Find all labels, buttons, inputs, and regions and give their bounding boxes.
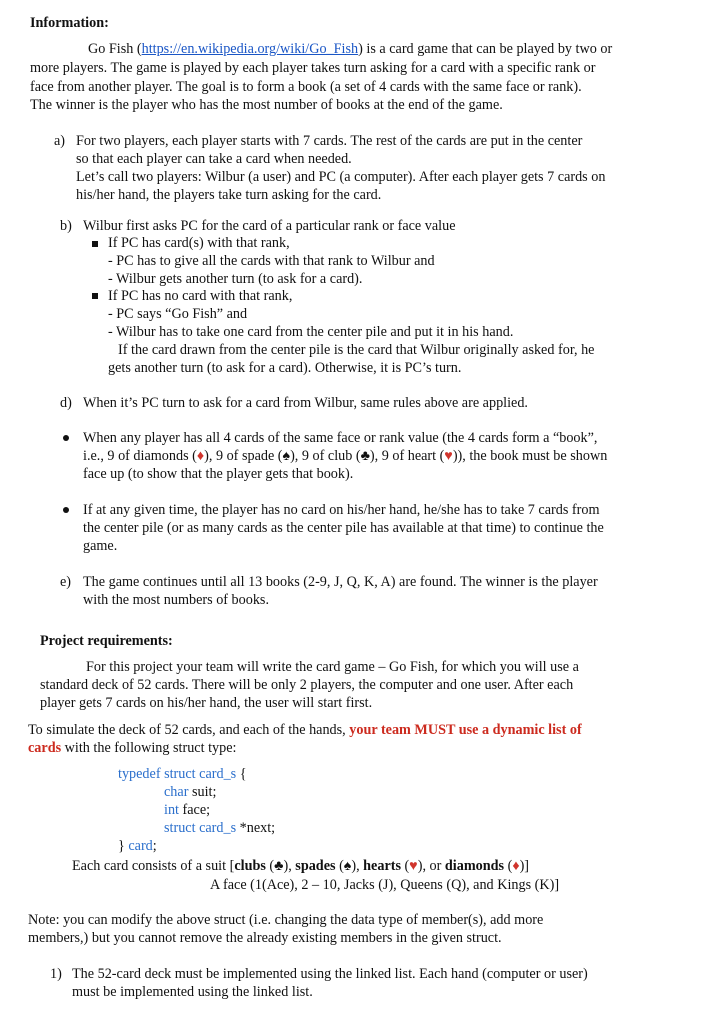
project-requirements-heading: Project requirements:: [40, 633, 173, 649]
item-d-line: When it’s PC turn to ask for a card from Wilbur, same rules above are applied.: [83, 395, 528, 411]
project-line-2: standard deck of 52 cards. There will be only 2 players, the computer and one user. After each: [40, 677, 574, 693]
item-b-bullet-1: If PC has card(s) with that rank,: [108, 235, 290, 251]
item-b-bullet-2-sub-2: - Wilbur has to take one card from the center pile and put it in his hand.: [108, 324, 514, 340]
diamond-icon: ♦: [512, 858, 520, 874]
card-description-line-1: Each card consists of a suit [clubs (♣), spades (♠), hearts (♥), or diamonds (♦)]: [72, 858, 530, 874]
item-a-line-1: For two players, each player starts with 7 cards. The rest of the cards are put in the center: [76, 133, 583, 149]
item-b-bullet-2-sub-3: If the card drawn from the center pile is the card that Wilbur originally asked for, he: [118, 342, 595, 358]
information-heading: Information:: [30, 15, 109, 31]
project-line-3: player gets 7 cards on his/her hand, the user will start first.: [40, 695, 373, 711]
note-line-1: Note: you can modify the above struct (i.e. changing the data type of member(s), add more: [28, 912, 544, 928]
club-icon: ♣: [274, 858, 284, 874]
club-icon: ♣: [360, 448, 370, 464]
empty-hand-line-3: game.: [83, 538, 118, 554]
item-a-label: a): [54, 133, 66, 149]
square-bullet-icon: [92, 241, 98, 247]
card-description-line-2: A face (1(Ace), 2 – 10, Jacks (J), Queens (Q), and Kings (K)]: [210, 877, 560, 893]
item-e-line-2: with the most numbers of books.: [83, 592, 270, 608]
item-b-line-1: Wilbur first asks PC for the card of a particular rank or face value: [83, 218, 456, 234]
item-b-bullet-2-sub-4: gets another turn (to ask for a card). Otherwise, it is PC’s turn.: [108, 360, 462, 376]
requirement-1-label: 1): [50, 966, 62, 982]
spade-icon: ♠: [343, 858, 352, 874]
simulate-line-2: cards with the following struct type:: [28, 740, 237, 756]
item-d-label: d): [60, 395, 72, 411]
requirement-1-line-1: The 52-card deck must be implemented using the linked list. Each hand (computer or user): [72, 966, 588, 982]
round-bullet-icon: [63, 507, 69, 513]
item-e-label: e): [60, 574, 72, 590]
item-a-line-3: Let’s call two players: Wilbur (a user) and PC (a computer). After each player gets 7 cards on: [76, 169, 606, 185]
simulate-line-1: To simulate the deck of 52 cards, and each of the hands, your team MUST use a dynamic list of: [28, 722, 582, 738]
code-line-1: typedef struct card_s {: [118, 766, 247, 782]
item-b-bullet-1-sub-2: - Wilbur gets another turn (to ask for a card).: [108, 271, 363, 287]
book-rule-line-1: When any player has all 4 cards of the same face or rank value (the 4 cards form a “book”,: [83, 430, 598, 446]
item-b-bullet-2: If PC has no card with that rank,: [108, 288, 293, 304]
intro-line-2: more players. The game is played by each player takes turn asking for a card with a specific rank or: [30, 60, 596, 76]
item-e-line-1: The game continues until all 13 books (2-9, J, Q, K, A) are found. The winner is the player: [83, 574, 598, 590]
diamond-icon: ♦: [196, 448, 205, 464]
intro-line-1: Go Fish (https://en.wikipedia.org/wiki/Go_Fish) is a card game that can be played by two or: [88, 41, 613, 57]
book-rule-line-2: i.e., 9 of diamonds (♦), 9 of spade (♠), 9 of club (♣), 9 of heart (♥)), the book must be shown: [83, 448, 608, 464]
empty-hand-line-2: the center pile (or as many cards as the center pile has available at that time) to continue the: [83, 520, 604, 536]
round-bullet-icon: [63, 435, 69, 441]
code-line-2: char suit;: [164, 784, 217, 800]
item-b-bullet-1-sub-1: - PC has to give all the cards with that rank to Wilbur and: [108, 253, 435, 269]
book-rule-line-3: face up (to show that the player gets that book).: [83, 466, 354, 482]
intro-line-3: face from another player. The goal is to form a book (a set of 4 cards with the same face or rank).: [30, 79, 582, 95]
item-a-line-4: his/her hand, the players take turn asking for the card.: [76, 187, 382, 203]
code-line-3: int face;: [164, 802, 211, 818]
project-line-1: For this project your team will write the card game – Go Fish, for which you will use a: [86, 659, 579, 675]
heart-icon: ♥: [444, 448, 453, 464]
item-b-label: b): [60, 218, 72, 234]
spade-icon: ♠: [282, 448, 291, 464]
item-a-line-2: so that each player can take a card when needed.: [76, 151, 352, 167]
code-line-5: } card;: [118, 838, 157, 854]
code-line-4: struct card_s *next;: [164, 820, 276, 836]
note-line-2: members,) but you cannot remove the already existing members in the given struct.: [28, 930, 502, 946]
square-bullet-icon: [92, 293, 98, 299]
empty-hand-line-1: If at any given time, the player has no card on his/her hand, he/she has to take 7 cards from: [83, 502, 600, 518]
intro-line-4: The winner is the player who has the most number of books at the end of the game.: [30, 97, 503, 113]
heart-icon: ♥: [409, 858, 418, 874]
item-b-bullet-2-sub-1: - PC says “Go Fish” and: [108, 306, 248, 322]
requirement-1-line-2: must be implemented using the linked list.: [72, 984, 313, 1000]
go-fish-wiki-link[interactable]: https://en.wikipedia.org/wiki/Go_Fish: [141, 41, 359, 57]
